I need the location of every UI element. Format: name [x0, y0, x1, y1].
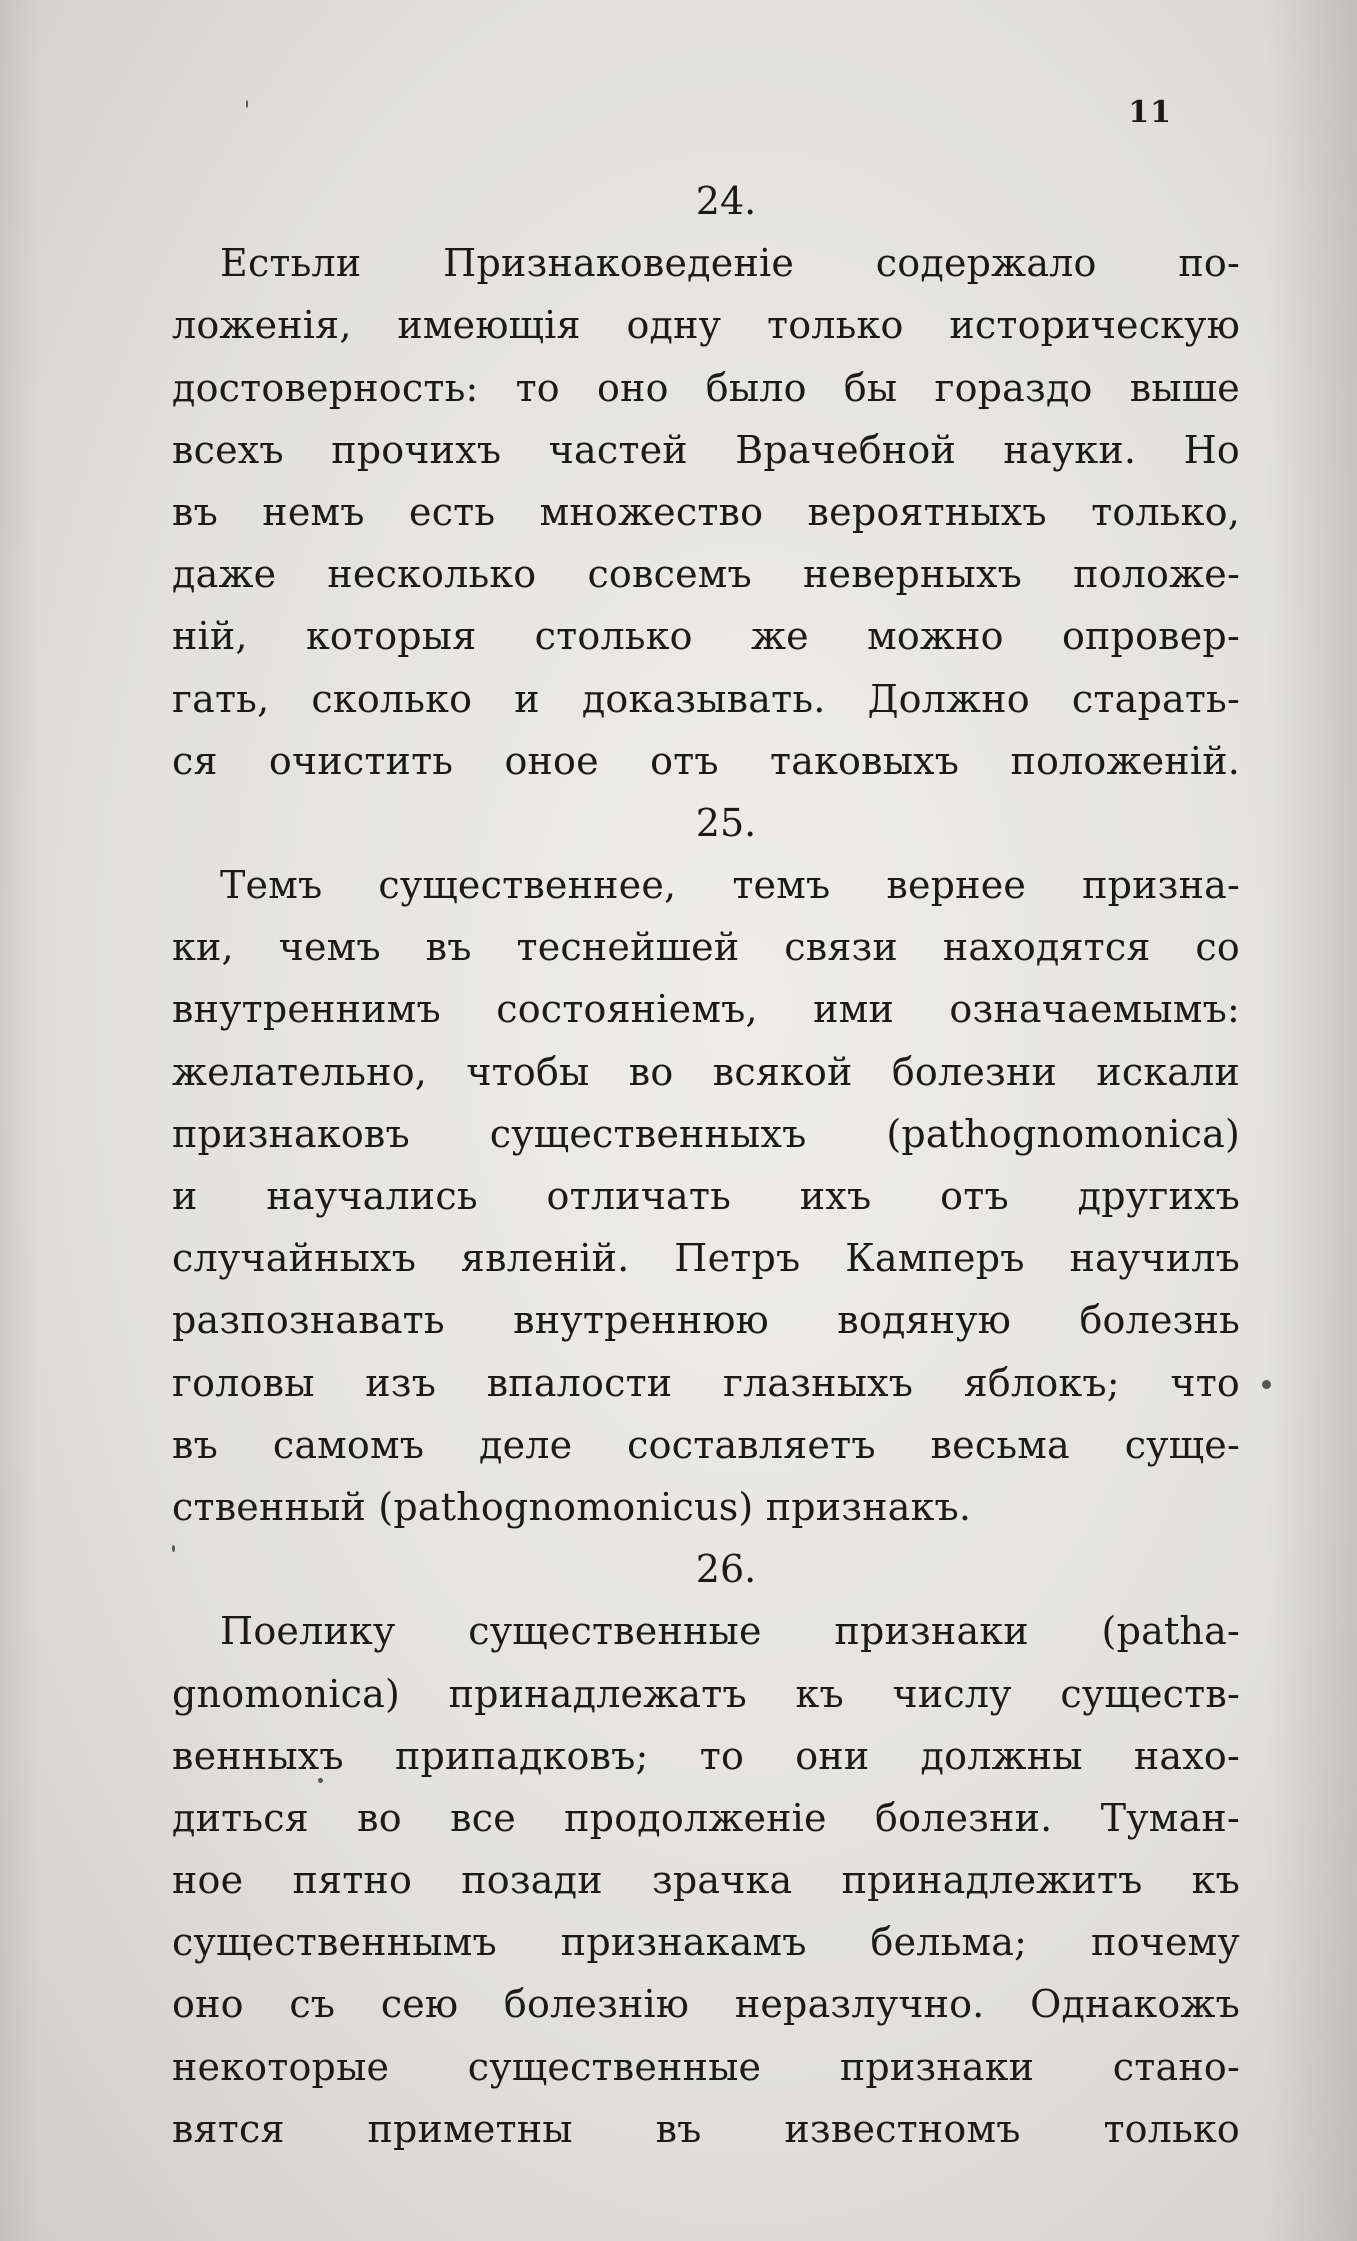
text-line: всехъ прочихъ частей Врачебной науки. Но — [172, 427, 1240, 472]
text-line: ся очистить оное отъ таковыхъ положеній. — [172, 738, 1240, 783]
page-number: 11 — [1128, 95, 1172, 130]
text-line: Темъ существеннее, темъ вернее призна- — [220, 863, 1240, 908]
text-line: венныхъ припадковъ; то они должны нахо- — [172, 1733, 1240, 1778]
text-line: внутреннимъ состояніемъ, ими означаемымъ: — [172, 987, 1240, 1032]
text-line: разпознавать внутреннюю водяную болезнь — [172, 1298, 1240, 1343]
text-line: ственный (pathognomonicus) признакъ. — [172, 1484, 972, 1529]
text-line: некоторые существенные признаки стано- — [172, 2044, 1240, 2089]
text-line: даже несколько совсемъ неверныхъ положе- — [172, 552, 1240, 597]
ink-speck — [246, 100, 248, 108]
text-line: случайныхъ явленій. Петръ Камперъ научилъ — [172, 1236, 1240, 1281]
text-line: признаковъ существенныхъ (pathognomonica) — [172, 1111, 1240, 1156]
text-line: достоверность: то оно было бы гораздо выше — [172, 365, 1240, 410]
text-line: Поелику существенные признаки (patha- — [220, 1609, 1240, 1654]
text-line: ки, чемъ въ теснейшей связи находятся со — [172, 925, 1240, 970]
text-line: головы изъ впалости глазныхъ яблокъ; что — [172, 1360, 1240, 1405]
body-text — [172, 170, 1240, 2160]
text-line: желательно, чтобы во всякой болезни искали — [172, 1049, 1240, 1094]
text-line: Естьли Признаковеденіе содержало по- — [220, 241, 1240, 286]
text-line: оно съ сею болезнію неразлучно. Однакожъ — [172, 1982, 1240, 2027]
text-line: и научались отличать ихъ отъ другихъ — [172, 1174, 1240, 1218]
text-line: ній, которыя столько же можно опровер- — [172, 614, 1240, 659]
section-number: 25. — [695, 800, 757, 845]
text-line: ложенія, имеющія одну только историческую — [172, 303, 1240, 348]
page-shadow-right — [1267, 0, 1357, 2241]
ink-speck — [1262, 1380, 1271, 1389]
section-number: 26. — [695, 1547, 757, 1592]
page-shadow-left — [0, 0, 40, 2241]
text-line: въ самомъ деле составляетъ весьма суще- — [172, 1422, 1240, 1467]
text-line: гать, сколько и доказывать. Должно старать- — [172, 676, 1240, 721]
text-line: диться во все продолженіе болезни. Туман- — [172, 1795, 1240, 1840]
ink-speck — [172, 1545, 175, 1552]
ink-speck — [318, 1778, 323, 1783]
text-line: существеннымъ признакамъ бельма; почему — [172, 1920, 1240, 1965]
text-line: gnomonica) принадлежатъ къ числу существ- — [172, 1671, 1240, 1716]
text-line: ное пятно позади зрачка принадлежитъ къ — [172, 1858, 1240, 1903]
section-number: 24. — [695, 179, 757, 223]
text-line: вятся приметны въ известномъ только — [172, 2106, 1240, 2151]
text-line: въ немъ есть множество вероятныхъ только, — [172, 489, 1240, 534]
